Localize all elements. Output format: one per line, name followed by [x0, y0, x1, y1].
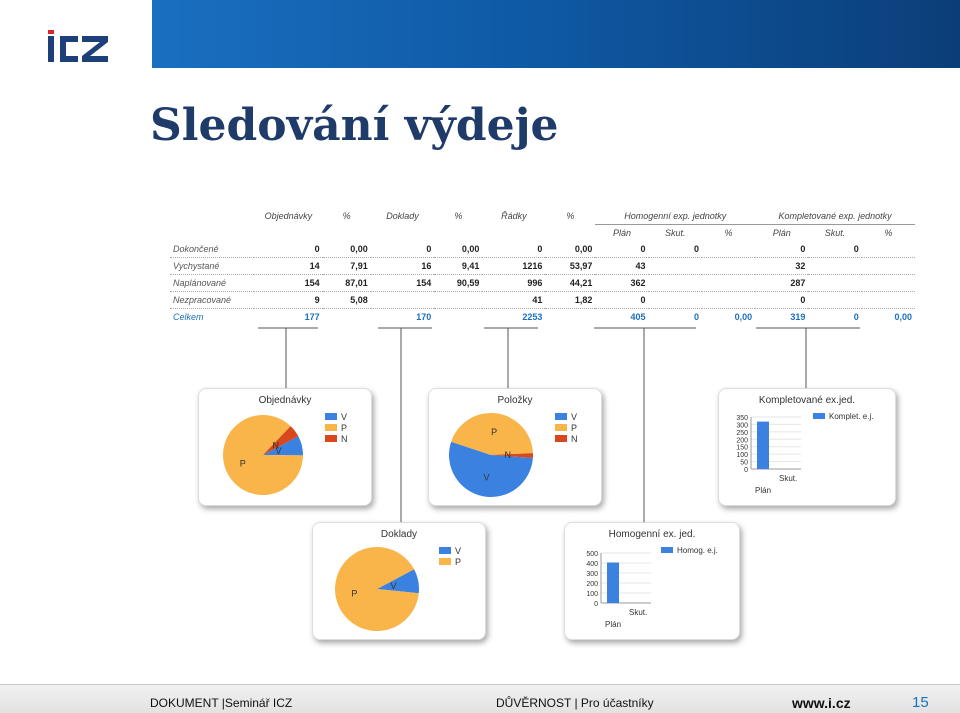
table-cell: 177 — [304, 312, 320, 322]
table-cell: 154 — [254, 275, 323, 292]
row-label: Celkem — [173, 312, 204, 322]
stats-table — [170, 208, 915, 330]
table-cell — [862, 258, 915, 275]
bar-chart-kompletovane — [719, 389, 895, 505]
chart-card-homogenni — [564, 522, 740, 640]
footer-bar — [0, 684, 960, 713]
table-cell: 0 — [482, 241, 545, 258]
slice-label: V — [390, 580, 397, 591]
y-tick-label: 100 — [736, 452, 748, 460]
legend-swatch — [555, 424, 567, 431]
table-cell: 0 — [254, 241, 323, 258]
table-cell: 0,00 — [545, 241, 595, 258]
row-label: Naplánované — [170, 275, 254, 292]
table-cell: 0 — [371, 241, 435, 258]
legend-label: P — [571, 423, 578, 433]
table-row — [170, 309, 915, 326]
col-subheader: Plán — [612, 228, 631, 238]
legend-label: Komplet. e.j. — [829, 412, 874, 421]
table-cell: 0,00 — [323, 241, 371, 258]
table-cell: 1216 — [482, 258, 545, 275]
bar-plan — [607, 563, 619, 604]
table-cell — [862, 292, 915, 309]
y-tick-label: 0 — [744, 467, 748, 474]
col-subheader: Plán — [772, 228, 791, 238]
bar-chart-homogenni — [565, 523, 739, 639]
legend-label: V — [341, 412, 348, 422]
table-cell: 90,59 — [434, 275, 482, 292]
chart-title: Kompletované ex.jed. — [758, 395, 856, 406]
table-cell: 87,01 — [323, 275, 371, 292]
table-cell: 9,41 — [434, 258, 482, 275]
table-row — [170, 275, 915, 292]
slice-label: N — [272, 440, 280, 451]
y-tick-label: 500 — [586, 551, 598, 558]
table-cell — [649, 292, 702, 309]
legend-swatch — [325, 413, 337, 420]
x-label: Plán — [605, 620, 622, 629]
table-row — [170, 292, 915, 309]
col-header: % — [454, 211, 463, 222]
table-cell: 996 — [482, 275, 545, 292]
footer-url[interactable]: www.i.cz — [792, 695, 851, 711]
legend-label: P — [341, 423, 348, 433]
table-cell: 0,00 — [894, 312, 912, 322]
y-tick-label: 50 — [740, 459, 748, 467]
slice-label: V — [483, 472, 490, 483]
table-cell: 0 — [755, 241, 808, 258]
table-cell: 16 — [371, 258, 435, 275]
table-cell — [545, 309, 595, 326]
table-cell: 43 — [595, 258, 648, 275]
legend-label: Homog. e.j. — [677, 546, 718, 555]
y-tick-label: 400 — [586, 561, 598, 568]
legend-label: V — [455, 546, 462, 556]
table-cell — [434, 309, 482, 326]
table-cell: 5,08 — [323, 292, 371, 309]
table-cell: 44,21 — [545, 275, 595, 292]
icz-logo — [46, 30, 110, 66]
table-cell: 1,82 — [545, 292, 595, 309]
table-cell — [371, 292, 435, 309]
page-title: Sledování výdeje — [150, 100, 559, 151]
table-cell: 32 — [755, 258, 808, 275]
chart-title: Homogenní ex. jed. — [608, 529, 696, 540]
table-cell — [702, 258, 755, 275]
y-tick-label: 0 — [594, 601, 598, 608]
table-cell — [862, 241, 915, 258]
legend-swatch — [439, 547, 451, 554]
pie-chart-polozky — [429, 389, 601, 505]
legend-swatch — [555, 435, 567, 442]
col-header: Kompletované exp. jednotky — [755, 208, 915, 225]
legend-swatch — [439, 558, 451, 565]
chart-card-polozky — [428, 388, 602, 506]
col-subheader: Skut. — [665, 228, 686, 238]
table-cell: 362 — [595, 275, 648, 292]
legend-swatch — [661, 547, 673, 553]
chart-card-objednavky — [198, 388, 372, 506]
table-cell: 0 — [755, 292, 808, 309]
table-row — [170, 241, 915, 258]
slice-label: V — [275, 446, 282, 457]
slice-label: P — [239, 458, 246, 469]
legend-swatch — [813, 413, 825, 419]
table-cell — [323, 309, 371, 326]
row-label: Vychystané — [170, 258, 254, 275]
header-band — [152, 0, 960, 68]
y-tick-label: 350 — [736, 415, 748, 422]
table-cell: 0 — [595, 241, 648, 258]
legend-label: N — [341, 434, 348, 444]
table-cell: 53,97 — [545, 258, 595, 275]
table-cell: 41 — [482, 292, 545, 309]
x-label: Skut. — [779, 474, 798, 483]
row-label: Dokončené — [170, 241, 254, 258]
table-cell — [808, 292, 861, 309]
y-tick-label: 200 — [736, 437, 748, 445]
col-header: Řádky — [501, 211, 527, 222]
pie-chart-doklady — [313, 523, 485, 639]
table-cell: 0 — [853, 312, 859, 322]
table-row — [170, 258, 915, 275]
legend-swatch — [325, 435, 337, 442]
slice-label: P — [351, 588, 358, 599]
y-tick-label: 300 — [736, 422, 748, 430]
x-label: Plán — [755, 486, 772, 495]
row-label: Nezpracované — [170, 292, 254, 309]
table-cell — [702, 275, 755, 292]
footer-document: DOKUMENT |Seminář ICZ — [150, 696, 293, 710]
table-cell: 9 — [254, 292, 323, 309]
table-cell: 170 — [416, 312, 432, 322]
table-cell — [434, 292, 482, 309]
table-cell: 405 — [630, 312, 646, 322]
legend-label: V — [571, 412, 578, 422]
y-tick-label: 300 — [586, 571, 598, 578]
slice-label: P — [491, 427, 498, 438]
footer-confidentiality: DŮVĚRNOST | Pro účastníky — [496, 696, 654, 710]
col-header: Objednávky — [264, 211, 313, 222]
y-tick-label: 100 — [586, 591, 598, 598]
table-cell — [649, 275, 702, 292]
table-cell — [862, 275, 915, 292]
y-tick-label: 200 — [586, 581, 598, 588]
table-cell: 0 — [595, 292, 648, 309]
legend-swatch — [555, 413, 567, 420]
col-header: % — [566, 211, 575, 222]
pie-chart-objednavky — [199, 389, 371, 505]
table-cell — [808, 258, 861, 275]
table-cell: 0 — [808, 241, 861, 258]
col-header: Doklady — [386, 211, 419, 222]
chart-card-kompletovane — [718, 388, 896, 506]
legend-swatch — [325, 424, 337, 431]
legend-label: N — [571, 434, 578, 444]
chart-title: Doklady — [380, 529, 418, 540]
table-cell — [808, 275, 861, 292]
table-cell: 287 — [755, 275, 808, 292]
table-cell: 0 — [693, 312, 699, 322]
col-subheader: % — [884, 228, 893, 238]
col-subheader: % — [724, 228, 733, 238]
table-cell: 319 — [790, 312, 806, 322]
legend-label: P — [455, 557, 462, 567]
table-cell: 0,00 — [434, 241, 482, 258]
table-cell: 154 — [371, 275, 435, 292]
table-cell: 7,91 — [323, 258, 371, 275]
bar-plan — [757, 422, 769, 469]
page-number: 15 — [912, 694, 929, 711]
chart-card-doklady — [312, 522, 486, 640]
table-cell: 0 — [649, 241, 702, 258]
table-cell: 2253 — [522, 312, 543, 322]
chart-title: Položky — [497, 395, 533, 406]
table-cell — [702, 241, 755, 258]
slice-label: N — [504, 450, 512, 461]
table-cell — [702, 292, 755, 309]
col-header: Homogenní exp. jednotky — [595, 208, 755, 225]
col-subheader: Skut. — [824, 228, 846, 238]
table-cell: 14 — [254, 258, 323, 275]
chart-title: Objednávky — [258, 395, 312, 406]
table-cell — [649, 258, 702, 275]
x-label: Skut. — [629, 608, 648, 617]
y-tick-label: 150 — [736, 444, 748, 452]
y-tick-label: 250 — [736, 429, 748, 437]
col-header: % — [342, 211, 351, 222]
table-cell: 0,00 — [734, 312, 753, 322]
